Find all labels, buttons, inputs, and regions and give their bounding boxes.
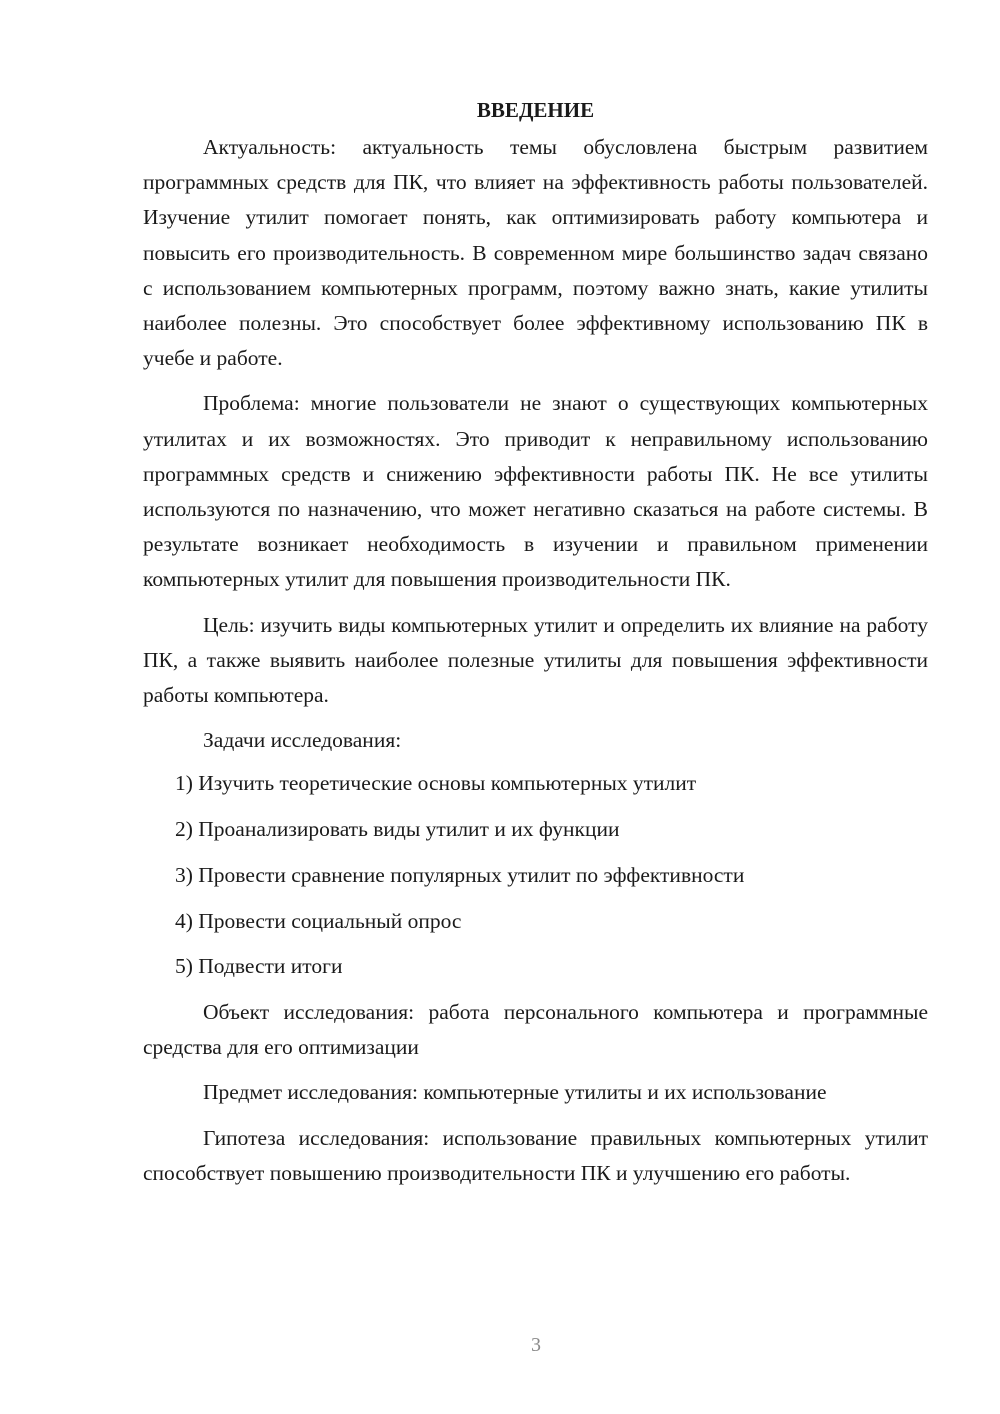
hypothesis-paragraph: Гипотеза исследования: использование правильных компьютерных утилит способствует повышению производительности ПК и улучшению его работы. [143, 1125, 928, 1185]
page-title: ВВЕДЕНИЕ [476, 98, 595, 122]
page-number: 3 [531, 1334, 541, 1356]
goal-paragraph: Цель: изучить виды компьютерных утилит и определить их влияние на работу ПК, а также выявить наиболее полезные утилиты для повышения эффективности работы компьютера. [143, 612, 928, 708]
problem-paragraph: Проблема: многие пользователи не знают о существующих компьютерных утилитах и их возможностях. Это приводит к неправильному использованию программных средств и снижению эффективности работы ПК. Не все утилиты используются по назначению, что может негативно сказаться на работе системы. В результате возникает необходимость в изучении и правильном применении компьютерных утилит для повышения производительности ПК. [143, 391, 928, 592]
list-item: 5) Подвести итоги [175, 954, 343, 979]
list-item: 3) Провести сравнение популярных утилит по эффективности [175, 862, 745, 887]
list-item: 1) Изучить теоретические основы компьютерных утилит [175, 771, 697, 796]
object-paragraph: Объект исследования: работа персонального компьютера и программные средства для его оптимизации [143, 999, 928, 1060]
list-item: 4) Провести социальный опрос [175, 908, 462, 933]
relevance-paragraph: Актуальность: актуальность темы обусловлена быстрым развитием программных средств для ПК, что влияет на эффективность работы пользователей. Изучение утилит помогает понять, как оптимизировать работу компьютера и повысить его производительность. В современном мире большинство задач связано с использованием компьютерных программ, поэтому важно знать, какие утилиты наиболее полезны. Это способствует более эффективному использованию ПК в учебе и работе. [143, 135, 928, 371]
list-item: 2) Проанализировать виды утилит и их функции [175, 817, 620, 842]
document-page [143, 95, 928, 1201]
tasks-heading: Задачи исследования: [203, 728, 402, 753]
subject-paragraph: Предмет исследования: компьютерные утилиты и их использование [203, 1080, 827, 1105]
tasks-list [143, 766, 928, 984]
